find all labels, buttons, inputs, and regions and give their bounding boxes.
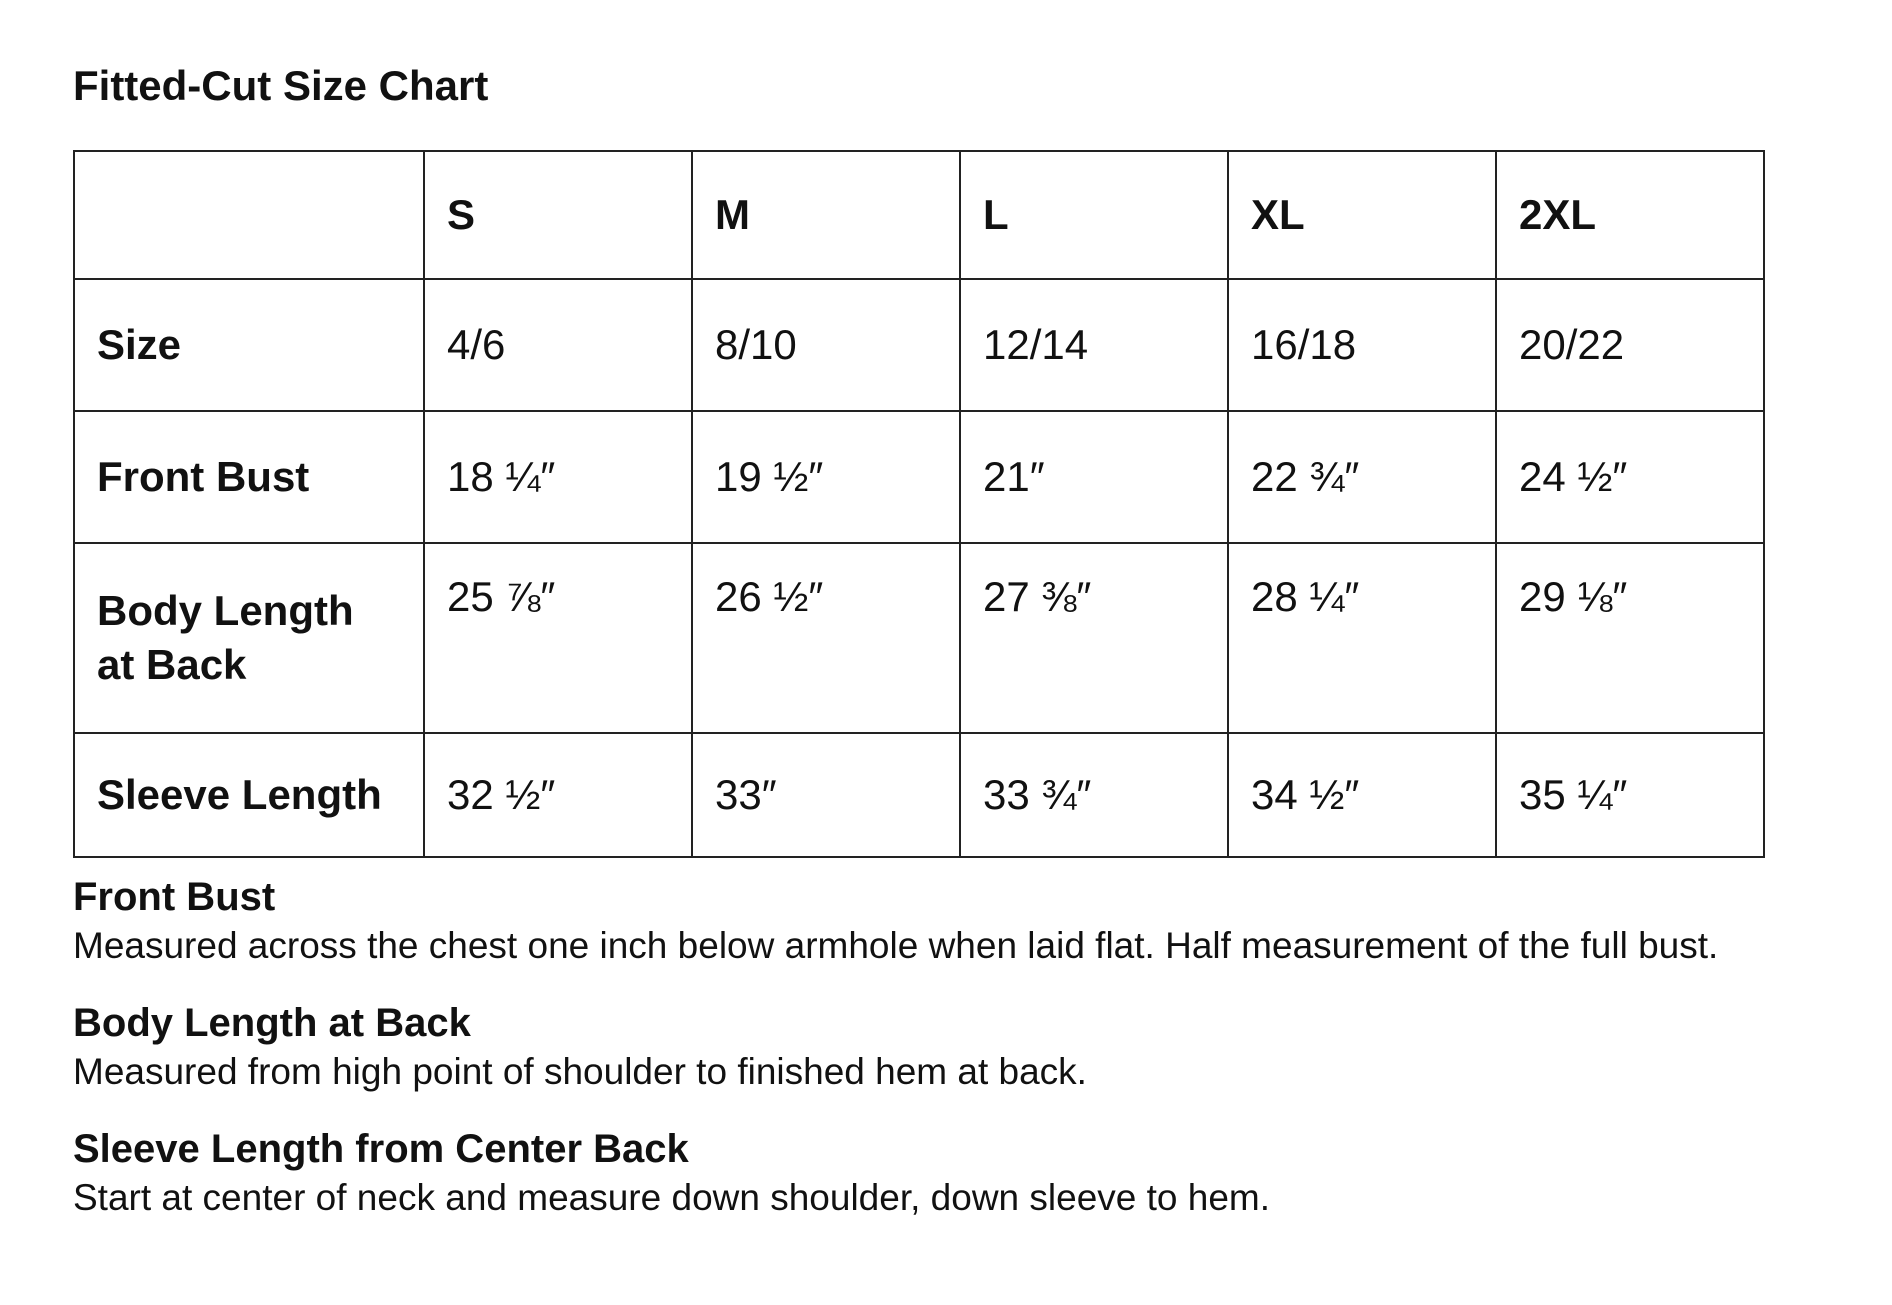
table-cell: 26 ½″ — [692, 543, 960, 733]
table-cell: 32 ½″ — [424, 733, 692, 857]
table-cell: 8/10 — [692, 279, 960, 411]
table-cell: 25 ⅞″ — [424, 543, 692, 733]
table-cell: 34 ½″ — [1228, 733, 1496, 857]
column-header-xl: XL — [1228, 151, 1496, 279]
table-cell: 12/14 — [960, 279, 1228, 411]
header-row — [74, 151, 1764, 279]
table-cell: 21″ — [960, 411, 1228, 543]
note-sleeve-length — [73, 1124, 1863, 1222]
corner-cell — [74, 151, 424, 279]
note-title: Front Bust — [73, 875, 276, 919]
table-cell: 22 ¾″ — [1228, 411, 1496, 543]
size-chart-table — [73, 150, 1765, 858]
column-header-s: S — [424, 151, 692, 279]
note-text: Measured across the chest one inch below armhole when laid flat. Half measurement of the full bust. — [73, 925, 1719, 966]
column-header-m: M — [692, 151, 960, 279]
table-cell: 35 ¼″ — [1496, 733, 1764, 857]
column-header-l: L — [960, 151, 1228, 279]
table-row-body-length — [74, 543, 1764, 733]
note-text: Start at center of neck and measure down shoulder, down sleeve to hem. — [73, 1177, 1271, 1218]
measurement-notes — [73, 872, 1863, 1250]
table-cell: 27 ⅜″ — [960, 543, 1228, 733]
note-title: Sleeve Length from Center Back — [73, 1127, 689, 1171]
row-label: Size — [74, 279, 424, 411]
table-row-front-bust — [74, 411, 1764, 543]
note-text: Measured from high point of shoulder to finished hem at back. — [73, 1051, 1087, 1092]
table-cell: 4/6 — [424, 279, 692, 411]
row-label: Body Length at Back — [74, 543, 424, 733]
table-cell: 33″ — [692, 733, 960, 857]
column-header-2xl: 2XL — [1496, 151, 1764, 279]
row-label: Sleeve Length — [74, 733, 424, 857]
note-title: Body Length at Back — [73, 1001, 471, 1045]
table-cell: 33 ¾″ — [960, 733, 1228, 857]
table-cell: 18 ¼″ — [424, 411, 692, 543]
table-cell: 20/22 — [1496, 279, 1764, 411]
note-front-bust — [73, 872, 1863, 970]
table-row-size — [74, 279, 1764, 411]
row-label: Front Bust — [74, 411, 424, 543]
page-title: Fitted-Cut Size Chart — [73, 62, 489, 109]
table-cell: 24 ½″ — [1496, 411, 1764, 543]
table-cell: 29 ⅛″ — [1496, 543, 1764, 733]
note-body-length — [73, 998, 1863, 1096]
table-cell: 16/18 — [1228, 279, 1496, 411]
table-cell: 28 ¼″ — [1228, 543, 1496, 733]
table-row-sleeve-length — [74, 733, 1764, 857]
table-cell: 19 ½″ — [692, 411, 960, 543]
